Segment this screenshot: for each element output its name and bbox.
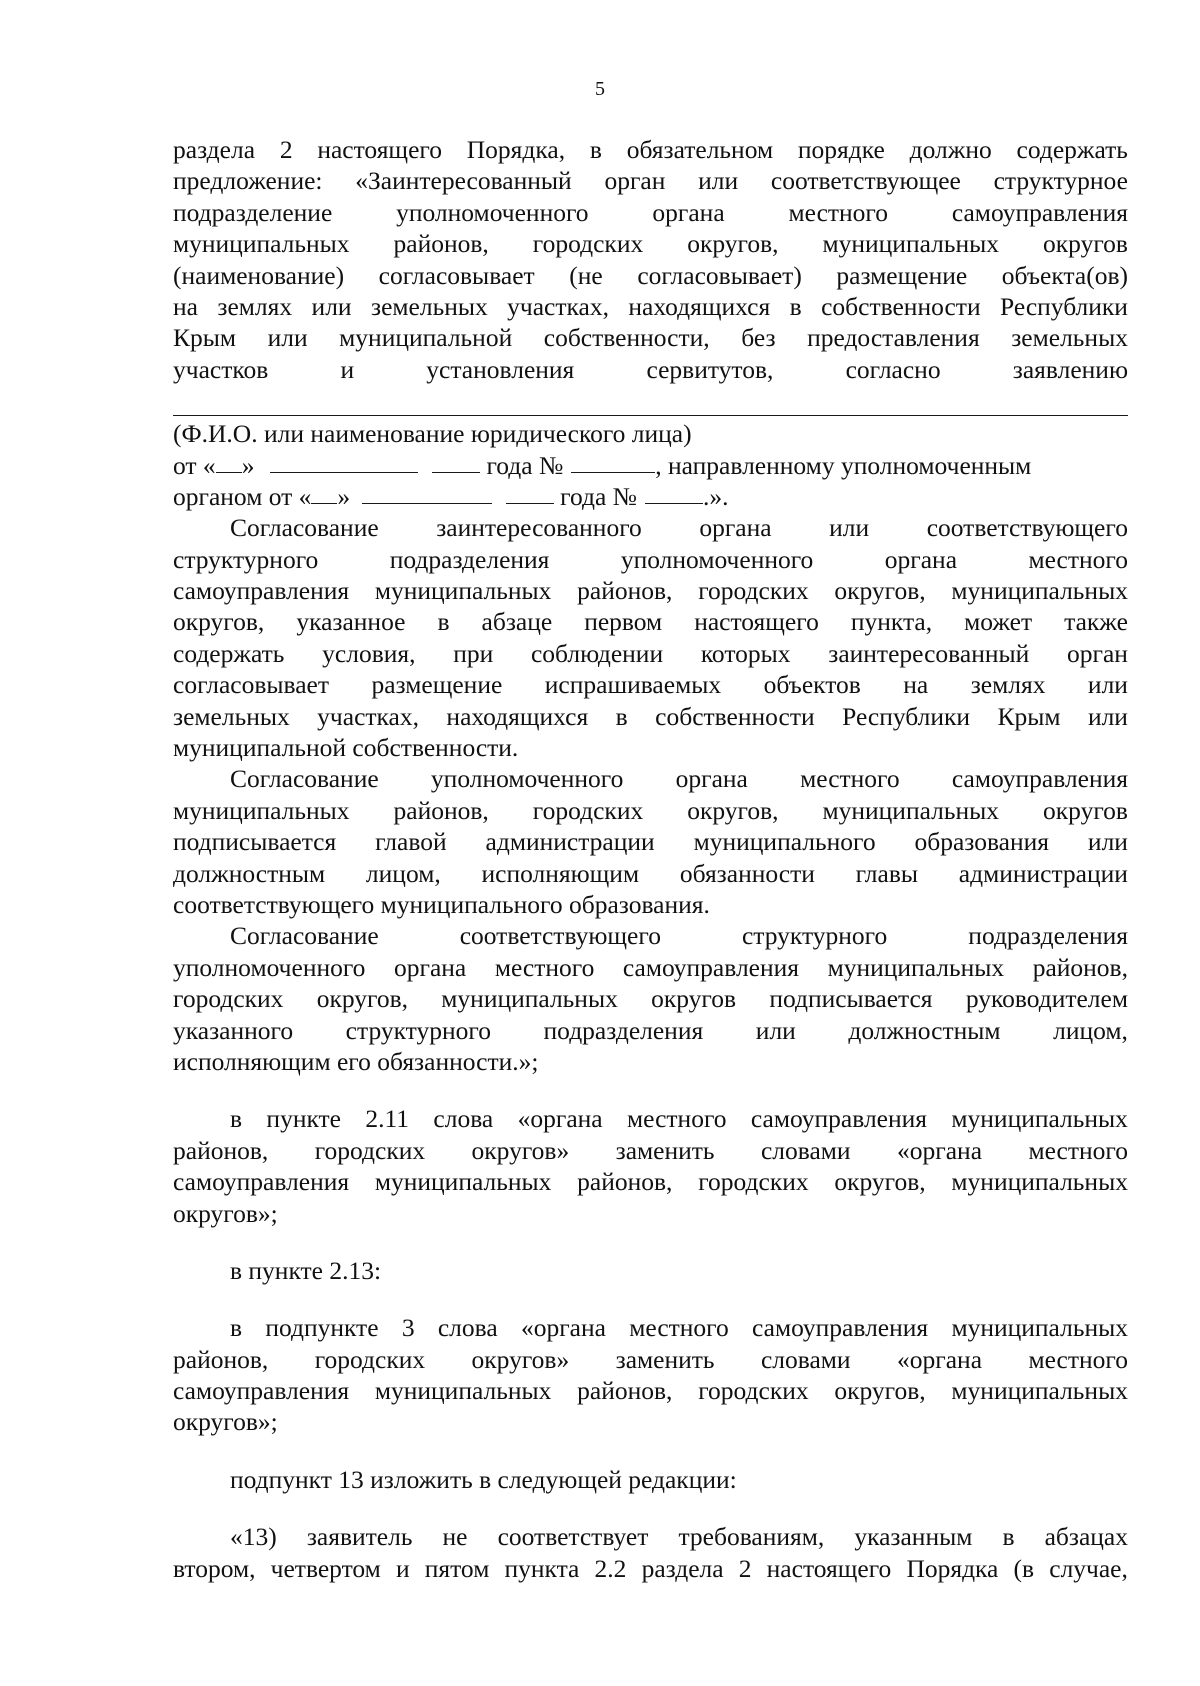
word: главой [375,827,447,857]
word: 2 [738,1553,752,1583]
word: размещение [836,260,968,290]
word: также [1064,607,1128,637]
text-line [173,228,1128,259]
spacer [173,1495,1128,1521]
word: соблюдении [530,638,664,668]
word: органа [652,197,725,227]
word: или [1087,670,1128,700]
word: органа [699,513,772,543]
text-line [173,165,1128,196]
word: (наименование) [173,260,345,290]
word: соответствующего [459,921,661,951]
word: структурного [741,921,888,951]
word: местного [1028,1135,1128,1165]
word: должностным [173,858,326,888]
word: условия, [322,638,416,668]
word: обязательном [626,135,774,164]
text-line [173,795,1128,826]
word: округов, [834,1376,926,1406]
form-caption: (Ф.И.О. или наименование юридического лица) [173,419,692,449]
word: без [741,323,776,353]
word: структурное [993,166,1128,196]
word: в [589,135,602,164]
word: пункта [504,1553,580,1583]
word: абзацах [1044,1522,1128,1552]
word: раздела [173,135,256,164]
word: настоящего [317,135,442,164]
word: «органа [517,1104,603,1134]
word: объектов [763,670,861,700]
word: округов, [173,607,265,637]
word: местного [800,764,900,794]
word: районов, [393,795,489,825]
form-text: » [241,450,255,480]
word: в [615,701,628,731]
word: 3 [401,1313,415,1343]
word: муниципальных [441,984,618,1014]
word: самоуправления [173,1376,350,1406]
word: обязанности [679,858,815,888]
word: главы [855,858,919,888]
word: порядке [797,135,885,164]
document-body [173,134,1128,1584]
word: словами [760,1135,851,1165]
word: участках, [507,291,609,321]
word: муниципальных [951,1313,1128,1343]
word: согласовывает [173,670,330,700]
word: округов [1043,795,1128,825]
word: в [437,607,450,637]
word: муниципальных [951,1376,1128,1406]
word: в [789,291,802,321]
text-line [173,197,1128,228]
word: муниципальных [827,952,1005,982]
text-line [173,354,1128,385]
word: при [453,638,494,668]
word: округов, [834,576,926,606]
word: районов, [173,1344,269,1374]
word: муниципальных [822,229,1000,259]
word: муниципальных [374,1167,552,1197]
word: предложение: [173,166,323,196]
word: согласно [845,354,941,384]
word: раздела [641,1553,724,1583]
word: собственности [821,291,981,321]
text-line [173,1166,1128,1197]
word: муниципальных [374,1376,552,1406]
word: самоуправления [750,1104,928,1134]
word: муниципальных [951,1104,1128,1134]
year-blank [506,481,554,504]
word: структурного [173,544,319,574]
form-block [173,418,1128,512]
word: самоуправления [752,1313,929,1343]
word: (не [569,260,603,290]
text-line [173,1344,1128,1375]
word: муниципальной [339,323,513,353]
word: находящихся [446,701,589,731]
word: администрации [485,827,655,857]
word: настоящего [766,1553,892,1583]
text-line [173,983,1128,1014]
paragraph [173,1521,1128,1584]
word: округов, [687,229,779,259]
word: указанного [173,1015,294,1045]
word: муниципальных [822,795,1000,825]
day-blank [311,481,337,504]
word: 2.11 [365,1104,410,1134]
word: образования [914,827,1050,857]
word: или [829,513,870,543]
word: указанное [296,607,406,637]
text-line [173,1103,1128,1134]
word: предоставления [807,323,980,353]
word: самоуправления [173,1167,350,1197]
word: округов, [316,984,408,1014]
word: землях [217,291,293,321]
word: органа [884,544,958,574]
form-text: » [337,481,351,511]
word: самоуправления [173,576,350,606]
paragraph [173,1255,1128,1286]
word: собственности [655,701,815,731]
word: «13) [230,1522,277,1552]
word: местного [788,197,889,227]
word: муниципальных [951,1167,1128,1197]
word: которых [700,638,791,668]
text-line [173,575,1128,606]
word: подпункте [265,1313,379,1343]
word: или [755,1015,796,1045]
word: городских [314,1344,426,1374]
word: городских [314,1135,426,1165]
word: испрашиваемых [544,670,722,700]
text-line [173,512,1128,543]
word: соответствующее [770,166,961,196]
word: не [442,1522,468,1552]
word: округов» [471,1135,570,1165]
word: администрации [958,858,1128,888]
word: «органа [897,1135,983,1165]
word: заменить [615,1344,715,1374]
text-line [173,1015,1128,1046]
word: округов, [834,1167,926,1197]
word: уполномоченного [173,952,366,982]
word: самоуправления [951,197,1128,227]
text-line [173,260,1128,291]
word: местного [627,1104,727,1134]
word: округов, [687,795,779,825]
word: местного [629,1313,729,1343]
word: согласовывает [378,260,535,290]
word: подразделения [968,921,1128,951]
word: заинтересованного [436,513,642,543]
text-line [173,1312,1128,1343]
paragraph [173,512,1128,763]
year-blank [432,450,480,473]
word: участков [173,354,269,384]
word: районов, [393,229,489,259]
text-line [173,763,1128,794]
word: Согласование [230,764,379,794]
paragraph [173,763,1128,920]
word: 2 [279,135,293,164]
spacer [173,1229,1128,1255]
word: подписывается [173,827,337,857]
word: настоящего [694,607,819,637]
word: подразделения [543,1015,704,1045]
word: заявитель [306,1522,413,1552]
word: «органа [897,1344,983,1374]
text-line: соответствующего муниципального образования. [173,889,710,919]
word: или [267,323,308,353]
word: районов, [173,1135,269,1165]
text-line: муниципальной собственности. [173,733,519,763]
form-text: .». [702,481,729,511]
word: первом [584,607,663,637]
word: втором, [173,1553,256,1583]
word: городских [698,1376,809,1406]
word: местного [1028,1344,1128,1374]
word: соответствует [497,1522,649,1552]
word: уполномоченного [620,544,814,574]
form-text: , направленному уполномоченным [655,450,1032,480]
form-text: органом от « [173,481,312,511]
word: лицом, [1053,1015,1128,1045]
word: подписывается [769,984,933,1014]
word: словами [760,1344,851,1374]
word: подразделение [173,197,333,227]
applicant-name-blank [173,385,1128,416]
word: подразделения [389,544,550,574]
word: или [698,166,739,196]
word: землях [970,670,1046,700]
word: округов [1043,229,1128,259]
word: уполномоченного [430,764,624,794]
word: местного [1028,544,1128,574]
text-line [173,952,1128,983]
word: объекта(ов) [1001,260,1128,290]
word: должностным [848,1015,1001,1045]
text-line [173,544,1128,575]
word: земельных [371,291,488,321]
word: должно [909,135,992,164]
page-number: 5 [595,78,605,100]
word: в [1002,1522,1015,1552]
word: на [173,291,198,321]
word: пункте [266,1104,341,1134]
word: четвертом [270,1553,381,1583]
word: муниципальных [173,795,350,825]
text-line [173,826,1128,857]
word: орган [1066,638,1128,668]
word: сервитутов, [646,354,774,384]
word: Республики [842,701,971,731]
text-line [173,638,1128,669]
word: городских [173,984,284,1014]
word: на [903,670,929,700]
form-text: года № [560,481,637,511]
word: находящихся [628,291,771,321]
number-blank [571,450,655,473]
text-line [173,322,1128,353]
word: городских [532,229,644,259]
spacer [173,1077,1128,1103]
word: местного [494,952,595,982]
word: муниципальных [374,576,552,606]
paragraph [173,1312,1128,1438]
word: округов [651,984,737,1014]
word: городских [698,576,809,606]
word: земельных [1011,323,1128,353]
word: Порядка, [466,135,566,164]
word: или [1087,701,1128,731]
spacer [173,1286,1128,1312]
word: указанным [854,1522,973,1552]
text-line: подпункт 13 изложить в следующей редакции: [230,1464,737,1494]
day-blank [216,450,242,473]
text-line [173,1375,1128,1406]
word: лицом, [365,858,441,888]
word: соответствующего [926,513,1128,543]
word: «органа [520,1313,606,1343]
word: городских [698,1167,809,1197]
paragraph [173,1464,1128,1495]
text-line [173,920,1128,951]
word: земельных [173,701,290,731]
paragraph [173,1103,1128,1229]
word: исполняющим [481,858,640,888]
word: руководителем [965,984,1128,1014]
word: муниципальных [951,576,1128,606]
word: слова [437,1313,498,1343]
word: районов, [577,1376,673,1406]
word: заявлению [1012,354,1128,384]
paragraph [173,920,1128,1077]
word: 2.2 [594,1553,627,1583]
word: или [311,291,352,321]
word: (в [1013,1553,1035,1583]
form-text: от « [173,450,216,480]
word: органа [394,952,467,982]
word: «Заинтересованный [355,166,572,196]
word: собственности, [543,323,710,353]
text-line [173,1521,1128,1552]
word: Республики [1000,291,1128,321]
text-line: округов»; [173,1198,278,1228]
word: орган [604,166,666,196]
word: заменить [615,1135,715,1165]
month-blank [362,481,492,504]
word: абзаце [481,607,553,637]
form-line-application-date [173,450,1128,481]
word: самоуправления [951,764,1128,794]
word: в [230,1104,243,1134]
text-line [173,1553,1128,1584]
word: округов» [471,1344,570,1374]
spacer [173,1438,1128,1464]
word: органа [675,764,748,794]
word: заинтересованный [828,638,1030,668]
word: Крым [173,323,237,353]
word: установления [426,354,575,384]
word: и [395,1553,410,1583]
text-line: в пункте 2.13: [230,1255,382,1285]
number-blank [645,481,703,504]
word: структурного [345,1015,491,1045]
word: городских [532,795,644,825]
month-blank [270,450,418,473]
word: может [964,607,1033,637]
word: пункта, [850,607,933,637]
text-line [173,669,1128,700]
word: слова [433,1104,494,1134]
word: или [1087,827,1128,857]
paragraph [173,134,1128,416]
word: требованиям, [678,1522,825,1552]
word: уполномоченного [396,197,589,227]
text-line [173,606,1128,637]
word: содержать [173,638,285,668]
word: районов, [577,576,673,606]
word: Крым [997,701,1061,731]
word: районов, [577,1167,673,1197]
text-line [173,701,1128,732]
text-line: исполняющим его обязанности.»; [173,1046,539,1076]
word: и [340,354,355,384]
word: Согласование [230,921,379,951]
word: содержать [1016,135,1128,164]
word: размещение [371,670,503,700]
word: районов, [1032,952,1128,982]
word: пятом [424,1553,490,1583]
word: муниципального [693,827,876,857]
word: муниципальных [173,229,350,259]
text-line [173,134,1128,165]
word: в [230,1313,243,1343]
word: согласовывает) [637,260,802,290]
text-line: округов»; [173,1407,278,1437]
text-line [173,291,1128,322]
text-line [173,1135,1128,1166]
form-text: года № [486,450,564,480]
word: самоуправления [622,952,800,982]
word: Согласование [230,513,379,543]
form-line-referral-date [173,481,1128,512]
word: участках, [317,701,419,731]
word: Порядка [906,1553,999,1583]
text-line [173,858,1128,889]
word: случае, [1049,1553,1128,1583]
